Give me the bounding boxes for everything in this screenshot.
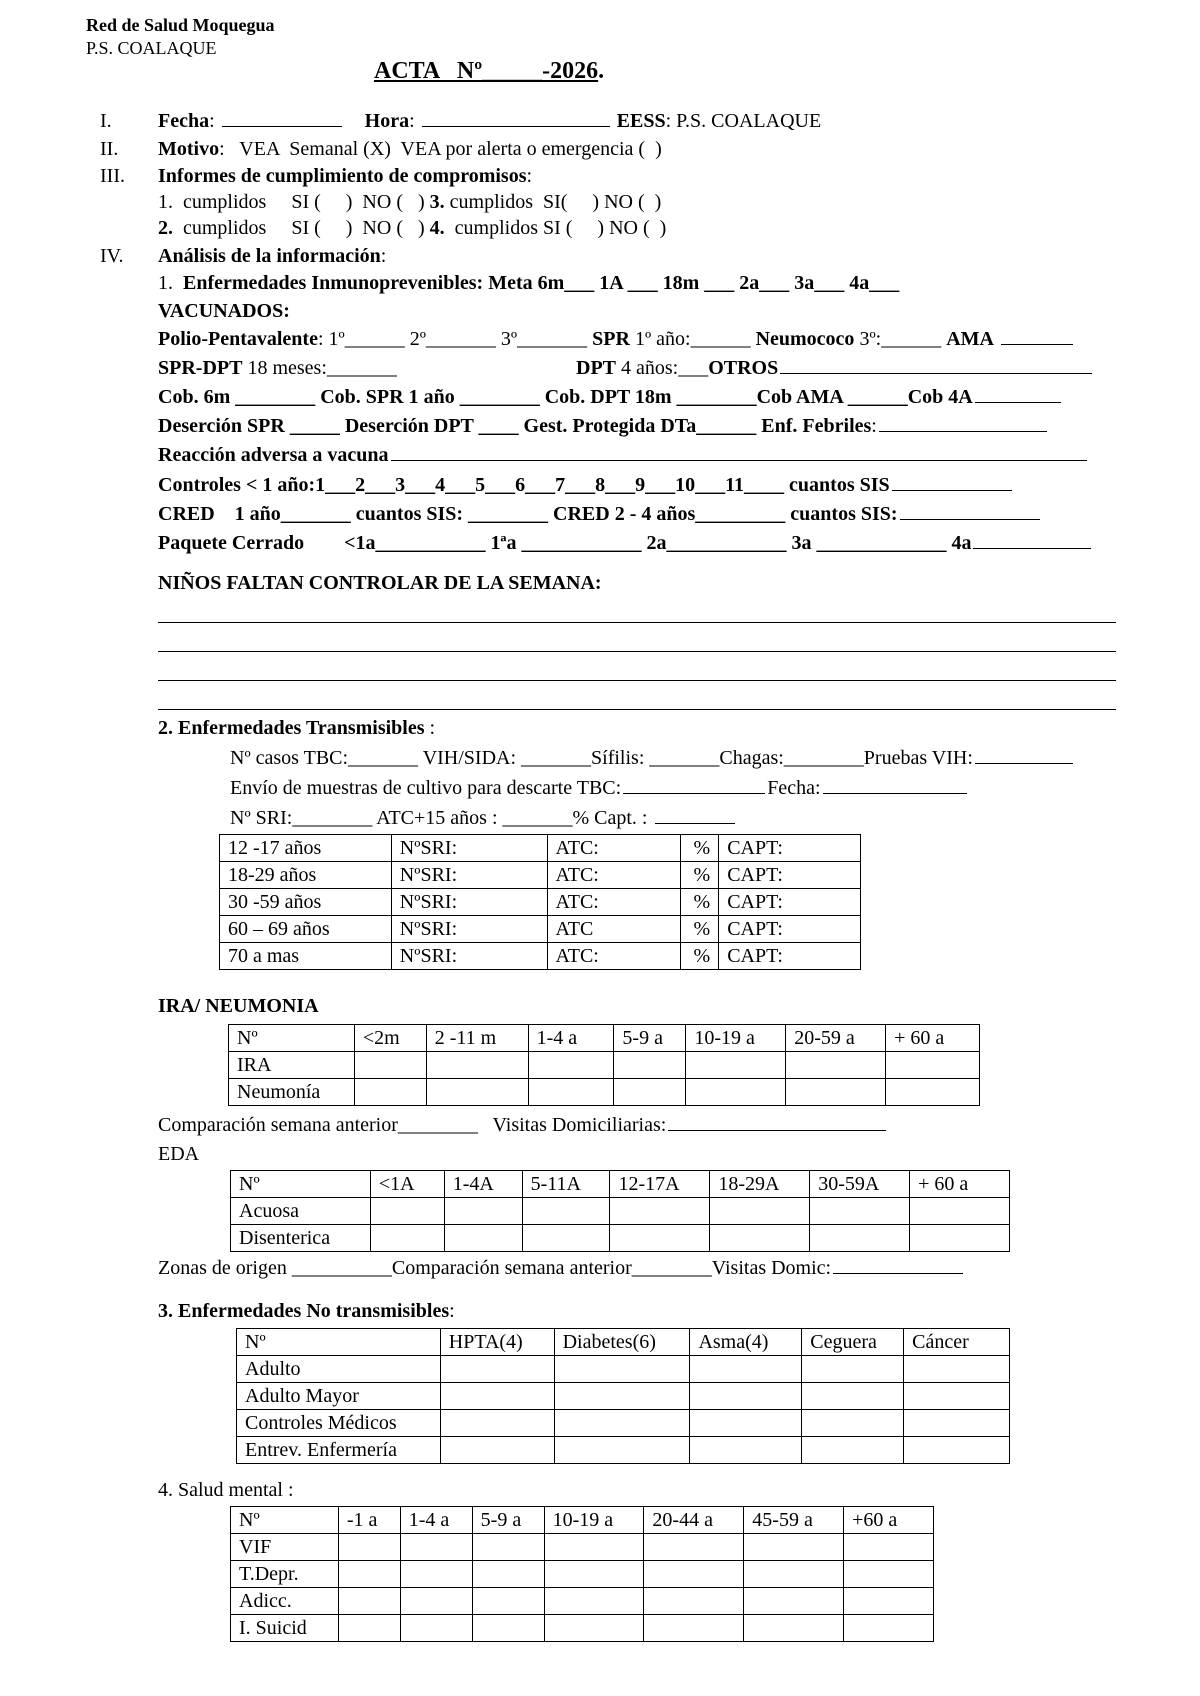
nt-input-cell[interactable] — [904, 1356, 1010, 1383]
sri-row — [220, 889, 861, 916]
eda-input-cell[interactable] — [522, 1198, 610, 1225]
ninos-line-1[interactable] — [158, 622, 1116, 623]
sri-cell-atc: ATC: — [547, 862, 681, 889]
sri-row — [220, 862, 861, 889]
sri-cell-age: 60 – 69 años — [220, 916, 392, 943]
ira-header-cell: 20-59 a — [786, 1025, 886, 1052]
sri-cell-capt: CAPT: — [719, 835, 861, 862]
sri-cell-capt: CAPT: — [719, 916, 861, 943]
sri-row — [220, 943, 861, 970]
nt-input-cell[interactable] — [802, 1356, 904, 1383]
sm-header-cell: 10-19 a — [544, 1507, 644, 1534]
ira-input-cell[interactable] — [686, 1052, 786, 1079]
nt-row-label: Adulto Mayor — [237, 1383, 441, 1410]
eda-row-label: Acuosa — [231, 1198, 371, 1225]
eda-input-cell[interactable] — [610, 1225, 710, 1252]
nt-header-cell: Asma(4) — [690, 1329, 802, 1356]
eda-header-cell: Nº — [231, 1171, 371, 1198]
motivo-row: Motivo: VEA Semanal (X) VEA por alerta o emergencia ( ) — [158, 138, 662, 160]
sm-input-cell[interactable] — [744, 1588, 844, 1615]
document-title: ACTA Nº_____-2026. — [374, 58, 605, 84]
nt-input-cell[interactable] — [802, 1383, 904, 1410]
sri-cell-age: 12 -17 años — [220, 835, 392, 862]
no-transmisibles-title: 3. Enfermedades No transmisibles: — [158, 1300, 455, 1322]
ninos-line-3[interactable] — [158, 680, 1116, 681]
nt-header-cell: HPTA(4) — [440, 1329, 554, 1356]
sm-input-cell[interactable] — [844, 1561, 934, 1588]
nt-input-cell[interactable] — [904, 1410, 1010, 1437]
sm-input-cell[interactable] — [844, 1534, 934, 1561]
eda-input-cell[interactable] — [710, 1198, 810, 1225]
compromisos-line-1: 1. cumplidos SI ( ) NO ( ) 3. cumplidos SI( ) NO ( ) — [158, 191, 662, 213]
spr-dpt-line: SPR-DPT 18 meses:_______ — [158, 357, 397, 379]
sri-cell-atc: ATC: — [547, 835, 681, 862]
sm-input-cell[interactable] — [338, 1561, 400, 1588]
eda-header-cell: + 60 a — [910, 1171, 1010, 1198]
ira-input-cell[interactable] — [786, 1052, 886, 1079]
tbc-cases-line: Nº casos TBC:_______ VIH/SIDA: _______Sífilis: _______Chagas:________Pruebas VIH: — [230, 747, 1075, 770]
ira-row-label: IRA — [229, 1052, 355, 1079]
eda-row — [231, 1198, 1010, 1225]
nt-input-cell[interactable] — [690, 1383, 802, 1410]
eda-input-cell[interactable] — [910, 1225, 1010, 1252]
paquete-cerrado-line: Paquete Cerrado <1a___________ 1ªa ____________ 2a____________ 3a _____________ 4a — [158, 532, 1093, 555]
ira-title: IRA/ NEUMONIA — [158, 995, 319, 1017]
roman-iv: IV. — [100, 245, 124, 267]
ira-input-cell[interactable] — [426, 1079, 528, 1106]
sm-header-cell: -1 a — [338, 1507, 400, 1534]
sm-header-cell: 20-44 a — [644, 1507, 744, 1534]
nt-row — [237, 1437, 1010, 1464]
vacunados-label: VACUNADOS: — [158, 300, 290, 322]
nt-input-cell[interactable] — [440, 1383, 554, 1410]
sri-cell-sri: NºSRI: — [391, 862, 547, 889]
nt-row — [237, 1356, 1010, 1383]
ira-input-cell[interactable] — [426, 1052, 528, 1079]
nt-header-cell: Nº — [237, 1329, 441, 1356]
hora-field[interactable] — [422, 110, 610, 127]
sri-cell-atc: ATC — [547, 916, 681, 943]
reaccion-adversa-line: Reacción adversa a vacuna — [158, 444, 1089, 467]
nt-header-cell: Diabetes(6) — [554, 1329, 690, 1356]
ninos-line-2[interactable] — [158, 651, 1116, 652]
sm-input-cell[interactable] — [544, 1615, 644, 1642]
sm-input-cell[interactable] — [544, 1561, 644, 1588]
eda-title: EDA — [158, 1143, 200, 1165]
sm-input-cell[interactable] — [844, 1588, 934, 1615]
sm-input-cell[interactable] — [644, 1588, 744, 1615]
roman-i: I. — [100, 110, 112, 132]
eda-input-cell[interactable] — [522, 1225, 610, 1252]
eda-header-cell: 12-17A — [610, 1171, 710, 1198]
sri-cell-age: 30 -59 años — [220, 889, 392, 916]
eda-input-cell[interactable] — [610, 1198, 710, 1225]
sm-header-cell: 1-4 a — [400, 1507, 472, 1534]
sri-cell-pct: % — [681, 862, 719, 889]
ira-header-cell: 1-4 a — [528, 1025, 614, 1052]
nt-input-cell[interactable] — [554, 1383, 690, 1410]
sri-line: Nº SRI:________ ATC+15 años : _______% Capt. : — [230, 807, 737, 830]
sm-input-cell[interactable] — [544, 1534, 644, 1561]
eda-row-label: Disenterica — [231, 1225, 371, 1252]
sm-input-cell[interactable] — [472, 1534, 544, 1561]
nt-header-cell: Ceguera — [802, 1329, 904, 1356]
ira-table — [228, 1024, 980, 1106]
eda-input-cell[interactable] — [370, 1198, 444, 1225]
controles-line: Controles < 1 año:1___2___3___4___5___6___7___8___9___10___11____ cuantos SIS — [158, 474, 1014, 497]
sm-input-cell[interactable] — [744, 1561, 844, 1588]
sri-cell-pct: % — [681, 943, 719, 970]
sm-input-cell[interactable] — [338, 1588, 400, 1615]
ira-input-cell[interactable] — [614, 1052, 686, 1079]
nt-input-cell[interactable] — [554, 1356, 690, 1383]
sri-cell-atc: ATC: — [547, 943, 681, 970]
sri-cell-atc: ATC: — [547, 889, 681, 916]
nt-row — [237, 1383, 1010, 1410]
ira-input-cell[interactable] — [614, 1079, 686, 1106]
nt-input-cell[interactable] — [802, 1410, 904, 1437]
sri-cell-age: 70 a mas — [220, 943, 392, 970]
nt-row — [237, 1410, 1010, 1437]
sri-row — [220, 835, 861, 862]
ira-header-cell: Nº — [229, 1025, 355, 1052]
sm-row-label: Adicc. — [231, 1588, 339, 1615]
transmisibles-title: 2. Enfermedades Transmisibles : — [158, 717, 436, 739]
nt-header-row — [237, 1329, 1010, 1356]
nt-row-label: Controles Médicos — [237, 1410, 441, 1437]
sri-cell-sri: NºSRI: — [391, 889, 547, 916]
nt-input-cell[interactable] — [440, 1356, 554, 1383]
eda-input-cell[interactable] — [444, 1225, 522, 1252]
sri-cell-sri: NºSRI: — [391, 943, 547, 970]
nt-input-cell[interactable] — [554, 1410, 690, 1437]
ira-header-cell: 10-19 a — [686, 1025, 786, 1052]
sri-row — [220, 916, 861, 943]
sm-row — [231, 1561, 934, 1588]
ira-header-cell: 5-9 a — [614, 1025, 686, 1052]
cobertura-line: Cob. 6m ________ Cob. SPR 1 año ________ Cob. DPT 18m ________Cob AMA ______Cob 4A — [158, 386, 1063, 409]
salud-mental-table — [230, 1506, 934, 1642]
sm-row — [231, 1534, 934, 1561]
sm-input-cell[interactable] — [472, 1588, 544, 1615]
sm-input-cell[interactable] — [644, 1615, 744, 1642]
nt-input-cell[interactable] — [554, 1437, 690, 1464]
sri-cell-age: 18-29 años — [220, 862, 392, 889]
ira-header-cell: 2 -11 m — [426, 1025, 528, 1052]
fecha-field[interactable] — [222, 110, 342, 127]
nt-input-cell[interactable] — [904, 1383, 1010, 1410]
sm-input-cell[interactable] — [400, 1561, 472, 1588]
compromisos-title: Informes de cumplimiento de compromisos: — [158, 165, 533, 187]
sri-cell-sri: NºSRI: — [391, 916, 547, 943]
nt-input-cell[interactable] — [690, 1410, 802, 1437]
nt-row-label: Entrev. Enfermería — [237, 1437, 441, 1464]
sm-header-cell: Nº — [231, 1507, 339, 1534]
eda-input-cell[interactable] — [810, 1198, 910, 1225]
sm-row — [231, 1588, 934, 1615]
ira-input-cell[interactable] — [354, 1079, 426, 1106]
nt-row-label: Adulto — [237, 1356, 441, 1383]
sri-cell-pct: % — [681, 889, 719, 916]
polio-line: Polio-Pentavalente: 1º______ 2º_______ 3º_______ SPR 1º año:______ Neumococo 3º:______ AMA — [158, 328, 1075, 351]
roman-iii: III. — [100, 165, 125, 187]
nt-input-cell[interactable] — [690, 1437, 802, 1464]
sm-input-cell[interactable] — [400, 1534, 472, 1561]
eda-header-cell: 30-59A — [810, 1171, 910, 1198]
eda-input-cell[interactable] — [710, 1225, 810, 1252]
eda-zonas-line: Zonas de origen __________Comparación semana anterior________Visitas Domic: — [158, 1257, 965, 1280]
salud-mental-title: 4. Salud mental : — [158, 1479, 294, 1501]
desercion-line: Deserción SPR _____ Deserción DPT ____ Gest. Protegida DTa______ Enf. Febriles: — [158, 415, 1049, 438]
nt-input-cell[interactable] — [440, 1410, 554, 1437]
sm-input-cell[interactable] — [472, 1561, 544, 1588]
eda-header-row — [231, 1171, 1010, 1198]
sm-input-cell[interactable] — [472, 1615, 544, 1642]
eda-input-cell[interactable] — [810, 1225, 910, 1252]
sm-row-label: VIF — [231, 1534, 339, 1561]
ira-input-cell[interactable] — [786, 1079, 886, 1106]
nt-input-cell[interactable] — [802, 1437, 904, 1464]
sm-input-cell[interactable] — [744, 1615, 844, 1642]
sm-input-cell[interactable] — [544, 1588, 644, 1615]
nt-input-cell[interactable] — [690, 1356, 802, 1383]
sm-input-cell[interactable] — [338, 1534, 400, 1561]
ira-input-cell[interactable] — [686, 1079, 786, 1106]
sri-table — [219, 834, 861, 970]
analisis-title: Análisis de la información: — [158, 245, 387, 267]
organization-name: Red de Salud Moquegua — [86, 15, 275, 35]
sri-cell-capt: CAPT: — [719, 889, 861, 916]
ira-input-cell[interactable] — [528, 1052, 614, 1079]
ninos-faltan-title: NIÑOS FALTAN CONTROLAR DE LA SEMANA: — [158, 572, 602, 594]
eda-header-cell: 1-4A — [444, 1171, 522, 1198]
sri-cell-pct: % — [681, 835, 719, 862]
sm-input-cell[interactable] — [644, 1561, 744, 1588]
ira-input-cell[interactable] — [528, 1079, 614, 1106]
sm-header-row — [231, 1507, 934, 1534]
health-post-name: P.S. COALAQUE — [86, 38, 217, 58]
eda-input-cell[interactable] — [910, 1198, 1010, 1225]
nt-header-cell: Cáncer — [904, 1329, 1010, 1356]
sm-input-cell[interactable] — [744, 1534, 844, 1561]
sm-row-label: I. Suicid — [231, 1615, 339, 1642]
ira-header-cell: + 60 a — [886, 1025, 980, 1052]
sri-cell-capt: CAPT: — [719, 943, 861, 970]
sm-input-cell[interactable] — [400, 1588, 472, 1615]
sm-header-cell: 5-9 a — [472, 1507, 544, 1534]
ira-input-cell[interactable] — [886, 1079, 980, 1106]
ira-input-cell[interactable] — [354, 1052, 426, 1079]
ira-row — [229, 1052, 980, 1079]
ira-row — [229, 1079, 980, 1106]
eda-header-cell: <1A — [370, 1171, 444, 1198]
sri-cell-capt: CAPT: — [719, 862, 861, 889]
sm-input-cell[interactable] — [644, 1534, 744, 1561]
ira-row-label: Neumonía — [229, 1079, 355, 1106]
sm-header-cell: 45-59 a — [744, 1507, 844, 1534]
eda-input-cell[interactable] — [444, 1198, 522, 1225]
dpt-line: DPT 4 años:___OTROS — [576, 357, 1094, 380]
sm-header-cell: +60 a — [844, 1507, 934, 1534]
ira-input-cell[interactable] — [886, 1052, 980, 1079]
roman-ii: II. — [100, 138, 119, 160]
no-transmisibles-table — [236, 1328, 1010, 1464]
sm-row-label: T.Depr. — [231, 1561, 339, 1588]
sm-input-cell[interactable] — [338, 1615, 400, 1642]
fecha-row: Fecha: Hora: EESS: P.S. COALAQUE — [158, 110, 822, 132]
sm-row — [231, 1615, 934, 1642]
nt-input-cell[interactable] — [904, 1437, 1010, 1464]
ira-comparacion-line: Comparación semana anterior________ Visitas Domiciliarias: — [158, 1114, 888, 1137]
ira-header-row — [229, 1025, 980, 1052]
sri-cell-sri: NºSRI: — [391, 835, 547, 862]
eda-header-cell: 18-29A — [710, 1171, 810, 1198]
cred-line: CRED 1 año_______ cuantos SIS: ________ CRED 2 - 4 años_________ cuantos SIS: — [158, 503, 1042, 526]
nt-input-cell[interactable] — [440, 1437, 554, 1464]
eda-table — [230, 1170, 1010, 1252]
cultivo-line: Envío de muestras de cultivo para descarte TBC: Fecha: — [230, 777, 969, 800]
eda-input-cell[interactable] — [370, 1225, 444, 1252]
inmunoprevenibles-line: 1. Enfermedades Inmunoprevenibles: Meta 6m___ 1A ___ 18m ___ 2a___ 3a___ 4a___ — [158, 272, 900, 294]
sri-cell-pct: % — [681, 916, 719, 943]
eda-row — [231, 1225, 1010, 1252]
ninos-line-4[interactable] — [158, 709, 1116, 710]
eda-header-cell: 5-11A — [522, 1171, 610, 1198]
compromisos-line-2: 2. cumplidos SI ( ) NO ( ) 4. cumplidos SI ( ) NO ( ) — [158, 217, 667, 239]
ira-header-cell: <2m — [354, 1025, 426, 1052]
sm-input-cell[interactable] — [844, 1615, 934, 1642]
sm-input-cell[interactable] — [400, 1615, 472, 1642]
